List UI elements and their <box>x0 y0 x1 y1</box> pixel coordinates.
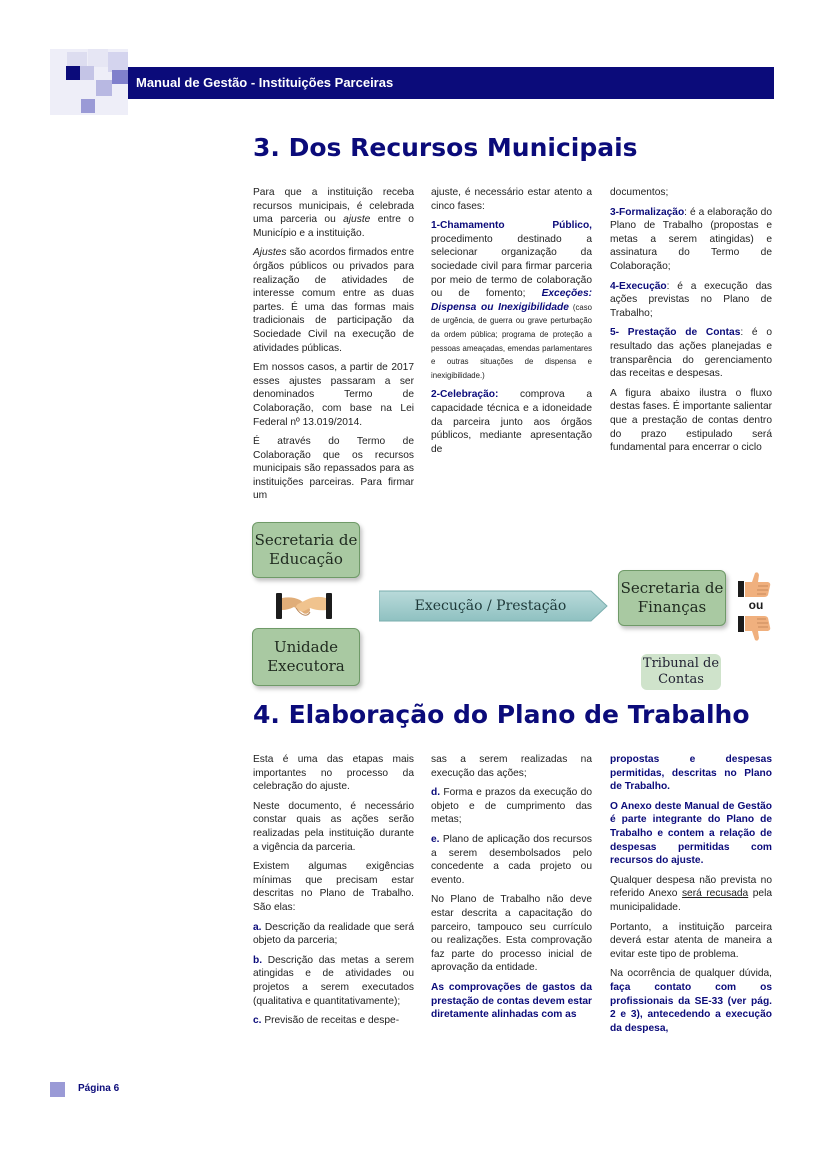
section-3-column-1: Para que a instituição receba recursos municipais, é celebrada uma parceria ou ajuste entre o Município e a instituição. Ajustes são acordos firmados entre órgãos públicos ou privados para realização de atividades de interesse comum entre as duas partes. É uma das formas mais tradicionais de participação da Sociedade Civil na execução de atividades públicas. Em nossos casos, a partir de 2017 esses ajustes passaram a ser denominados Termo de Colaboração, com base na Lei Federal nº 13.019/2014. É através do Termo de Colaboração que os recursos municipais são repassados para as instituições parceiras. Para firmar um <box>253 187 414 502</box>
header-title: Manual de Gestão - Instituições Parceiras <box>128 67 774 99</box>
secretaria-financas-box: Secretaria de Finanças <box>618 570 726 626</box>
footer-square <box>50 1082 65 1097</box>
page-number: Página 6 <box>78 1083 120 1094</box>
thumbs-down-icon <box>738 614 772 642</box>
thumbs-up-icon <box>738 571 772 599</box>
section-3-column-2: ajuste, é necessário estar atento a cinco fases: 1-Chamamento Público, procedimento destinado a selecionar organização da sociedade civil para firmar parceria por meio de termo de colaboração ou de fomento; Exceções: Dispensa ou Inexigibilidade (caso de urgência, de guerra ou grave perturbação da ordem pública; programa de proteção a pessoas ameaçadas, emendas parlamentares e outras situações de dispensa e inexigibilidade.) 2-Celebração: comprova a capacidade técnica e a idoneidade da parceira junto aos órgãos públicos, mediante apresentação de <box>431 187 593 455</box>
section-3-title: 3. Dos Recursos Municipais <box>253 133 638 162</box>
section-4-column-1: Esta é uma das etapas mais importantes no processo da celebração do ajuste. Neste documento, é necessário constar quais as ações serão realizadas pela instituição durante a vigência da parceria. Existem algumas exigências mínimas que precisam estar descritas no Plano de Trabalho. São elas: a. Descrição da realidade que será objeto da parceria; b. Descrição das metas a serem atingidas e de atividades ou projetos a serem executados (qualitativa e quantitativamente); c. Previsão de receitas e despe- <box>253 754 414 1027</box>
flow-arrow-label: Execução / Prestação <box>414 598 567 614</box>
section-4-column-3: propostas e despesas permitidas, descritas no Plano de Trabalho. O Anexo deste Manual de Gestão é parte integrante do Plano de Trabalho e contem a relação de despesas permitidas com recursos do ajuste. Qualquer despesa não prevista no referido Anexo será recusada pela municipalidade. Portanto, a instituição parceira deverá estar atenta de maneira a evitar este tipo de problema. Na ocorrência de qualquer dúvida, faça contato com os profissionais da SE-33 (ver pág. 2 e 3), antecedendo a execução da despesa, <box>610 754 772 1034</box>
section-4-title: 4. Elaboração do Plano de Trabalho <box>253 700 750 729</box>
handshake-icon <box>276 588 332 622</box>
secretaria-educacao-box: Secretaria de Educação <box>252 522 360 578</box>
section-3-column-3: documentos; 3-Formalização: é a elaboração do Plano de Trabalho (propostas e metas a serem atingidas) e assinatura do Termo de Colaboração; 4-Execução: é a execução das ações previstas no Plano de Trabalho; 5- Prestação de Contas: é o resultado das ações planejadas e transparência do gerenciamento das receitas e despesas. A figura abaixo ilustra o fluxo destas fases. É importante salientar que a prestação de contas dentro do prazo estipulado será fundamental para encerrar o ciclo <box>610 187 772 454</box>
unidade-executora-box: Unidade Executora <box>252 628 360 686</box>
ou-label: ou <box>748 598 764 612</box>
section-4-column-2: sas a serem realizadas na execução das ações; d. Forma e prazos da execução do objeto e de cumprimento das metas; e. Plano de aplicação dos recursos a serem desembolsados pelo concedente a cada projeto ou evento. No Plano de Trabalho não deve estar descrita a capacitação do parceiro, tampouco seu currículo ou realizações. Esta comprovação faz parte do processo inicial de aprovação da entidade. As comprovações de gastos da prestação de contas devem estar diretamente alinhadas com as <box>431 754 592 1021</box>
tribunal-contas-box: Tribunal de Contas <box>641 654 721 690</box>
